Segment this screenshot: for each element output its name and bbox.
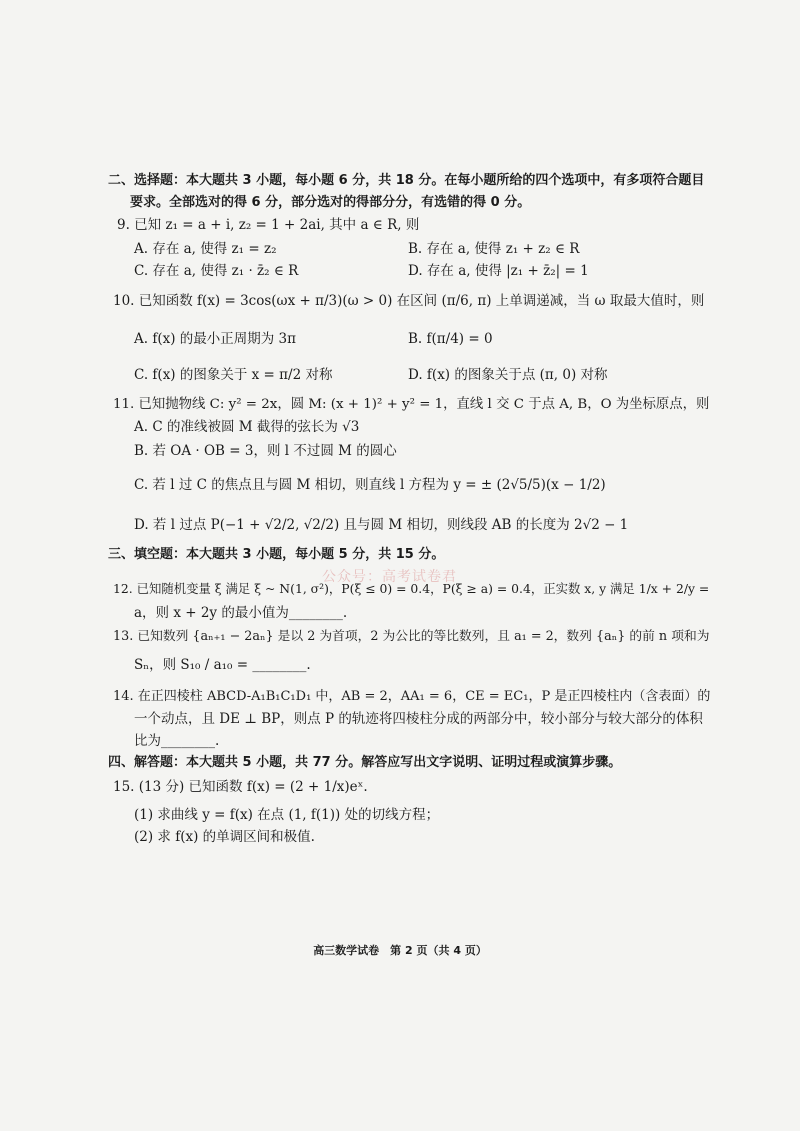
q9-stem: 9. 已知 z₁ = a + i, z₂ = 1 + 2ai, 其中 a ∈ R, 则 <box>117 217 420 233</box>
section4-header: 四、解答题：本大题共 5 小题，共 77 分。解答应写出文字说明、证明过程或演算步骤。 <box>108 755 622 770</box>
q12-line1: 12. 已知随机变量 ξ 满足 ξ ~ N(1, σ²)，P(ξ ≤ 0) = 0.4，P(ξ ≥ a) = 0.4，正实数 x, y 满足 1/x + 2/y = <box>113 582 710 596</box>
q13-line1: 13. 已知数列 {aₙ₊₁ − 2aₙ} 是以 2 为首项，2 为公比的等比数列，且 a₁ = 2，数列 {aₙ} 的前 n 项和为 <box>113 629 710 644</box>
q15-part2: (2) 求 f(x) 的单调区间和极值. <box>134 829 315 845</box>
q10-option-c: C. f(x) 的图象关于 x = π/2 对称 <box>134 367 333 383</box>
q10-option-b: B. f(π/4) = 0 <box>408 331 493 347</box>
section2-header-line1: 二、选择题：本大题共 3 小题，每小题 6 分，共 18 分。在每小题所给的四个选项中，有多项符合题目 <box>108 173 705 188</box>
q14-line3: 比为________. <box>134 733 220 749</box>
q14-line2: 一个动点，且 DE ⊥ BP，则点 P 的轨迹将四棱柱分成的两部分中，较小部分与较大部分的体积 <box>134 711 703 727</box>
q14-line1: 14. 在正四棱柱 ABCD-A₁B₁C₁D₁ 中，AB = 2，AA₁ = 6，CE = EC₁，P 是正四棱柱内（含表面）的 <box>113 689 711 704</box>
q13-line2: Sₙ，则 S₁₀ / a₁₀ = ________. <box>134 657 311 673</box>
section2-header-line2: 要求。全部选对的得 6 分，部分选对的得部分分，有选错的得 0 分。 <box>130 195 531 210</box>
section3-header: 三、填空题：本大题共 3 小题，每小题 5 分，共 15 分。 <box>108 547 445 562</box>
q11-option-b: B. 若 OA · OB = 3，则 l 不过圆 M 的圆心 <box>134 443 397 459</box>
q10-option-d: D. f(x) 的图象关于点 (π, 0) 对称 <box>408 367 608 383</box>
q10-stem: 10. 已知函数 f(x) = 3cos(ωx + π/3)(ω > 0) 在区间 (π/6, π) 上单调递减，当 ω 取最大值时，则 <box>113 293 705 309</box>
q9-option-d: D. 存在 a, 使得 |z₁ + z̄₂| = 1 <box>408 263 589 279</box>
q11-option-c: C. 若 l 过 C 的焦点且与圆 M 相切，则直线 l 方程为 y = ± (2√5/5)(x − 1/2) <box>134 477 606 493</box>
q11-stem: 11. 已知抛物线 C: y² = 2x，圆 M: (x + 1)² + y² = 1，直线 l 交 C 于点 A, B，O 为坐标原点，则 <box>113 397 710 412</box>
q10-option-a: A. f(x) 的最小正周期为 3π <box>134 331 297 347</box>
q9-option-a: A. 存在 a, 使得 z₁ = z₂ <box>134 241 277 257</box>
q9-option-b: B. 存在 a, 使得 z₁ + z₂ ∈ R <box>408 241 580 257</box>
q9-option-c: C. 存在 a, 使得 z₁ · z̄₂ ∈ R <box>134 263 299 279</box>
q11-option-a: A. C 的准线被圆 M 截得的弦长为 √3 <box>134 419 360 435</box>
q15-part1: (1) 求曲线 y = f(x) 在点 (1, f(1)) 处的切线方程； <box>134 807 440 823</box>
q15-stem: 15. (13 分) 已知函数 f(x) = (2 + 1/x)eˣ. <box>113 779 368 795</box>
page-footer: 高三数学试卷 第 2 页（共 4 页） <box>313 944 487 957</box>
q11-option-d: D. 若 l 过点 P(−1 + √2/2, √2/2) 且与圆 M 相切，则线段 AB 的长度为 2√2 − 1 <box>134 517 629 533</box>
q12-line2: a，则 x + 2y 的最小值为________. <box>134 605 348 621</box>
watermark-text: 公众号：高考试卷君 <box>322 569 457 585</box>
